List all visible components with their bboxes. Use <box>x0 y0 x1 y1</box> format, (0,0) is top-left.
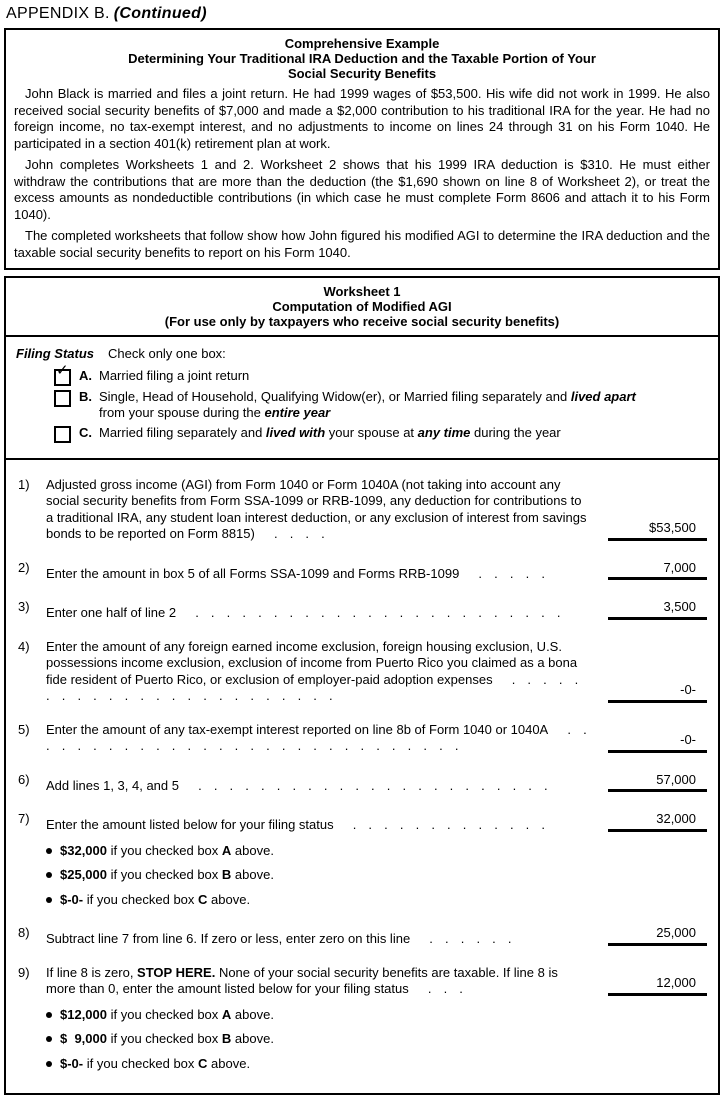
example-paragraph-3: The completed worksheets that follow show how John figured his modified AGI to determine the IRA deduction and the taxable social security benefits to report on his Form 1040. <box>14 228 710 260</box>
line-9-bullets <box>44 1007 713 1073</box>
worksheet1-box <box>4 276 720 1095</box>
checkbox-a[interactable] <box>54 361 71 386</box>
line-3-text: Enter one half of line 2 . . . . . . . . . . . . . . . . . . . . . . . . <box>46 605 561 620</box>
dot-leader: . . . . . . . . . . . . . . . . . . . . . . . . <box>46 671 579 703</box>
worksheet-line-4 <box>18 639 713 705</box>
line-4-number: 4) <box>18 638 30 654</box>
bullet-icon <box>46 897 52 903</box>
bullet-text: $-0- if you checked box C above. <box>60 1055 251 1071</box>
checkbox-b[interactable] <box>54 390 71 407</box>
line-5-number: 5) <box>18 721 30 737</box>
appendix-title <box>6 3 720 24</box>
bullet-item <box>44 1031 713 1048</box>
bullet-item <box>44 1007 713 1024</box>
line-2-text: Enter the amount in box 5 of all Forms SSA-1099 and Forms RRB-1099 . . . . . <box>46 565 545 581</box>
appendix-continued-label: (Continued) <box>113 5 207 22</box>
line-8-text: Subtract line 7 from line 6. If zero or less, enter zero on this line . . . . . . <box>46 931 512 946</box>
line-8-number: 8) <box>18 925 30 940</box>
example-title-line3: Social Security Benefits <box>287 66 437 81</box>
line-5-text: Enter the amount of any tax-exempt interest reported on line 8b of Form 1040 or 1040A . . . . . . . . . . . . . . . . . . . . . . . . . . . . . <box>46 721 587 753</box>
line-4-amount: -0- <box>608 682 707 703</box>
dot-leader: . . . <box>415 981 463 996</box>
line-7-amount: 32,000 <box>608 811 707 832</box>
worksheet-title-line1: Worksheet 1 <box>323 284 401 299</box>
worksheet-line-7 <box>18 811 713 908</box>
filing-status-option-c <box>54 425 710 443</box>
line-7-bullets <box>44 843 713 909</box>
line-5-amount: -0- <box>608 732 707 753</box>
appendix-label: APPENDIX B. <box>6 5 110 22</box>
worksheet-line-1 <box>18 477 713 543</box>
bullet-item <box>44 843 713 860</box>
line-9-text: If line 8 is zero, STOP HERE. None of your social security benefits are taxable. If line 8 is more than 0, enter the amount listed below for your filing status . . . <box>46 964 558 996</box>
line-2-number: 2) <box>18 559 30 575</box>
line-3-number: 3) <box>18 599 30 614</box>
line-3-amount: 3,500 <box>608 599 707 620</box>
dot-leader: . . . . . . . . . . . . . <box>340 817 546 832</box>
bullet-item <box>44 892 713 909</box>
filing-status-head <box>16 346 710 363</box>
worksheet-header <box>6 278 718 337</box>
example-paragraph-1: John Black is married and files a joint return. He had 1999 wages of $53,500. His wife did not work in 1999. He also received social security benefits of $7,000 and made a $2,000 contribution to his traditional IRA for the year. He had no foreign income, no tax-exempt interest, and no adjustments to income on lines 24 through 31 on his Form 1040. He participated in a section 401(k) retirement plan at work. <box>14 86 710 151</box>
checkmark-icon: ✓ <box>56 361 69 379</box>
line-6-number: 6) <box>18 771 30 787</box>
dot-leader: . . . . . . . . . . . . . . . . . . . . . . . . <box>183 605 561 620</box>
example-title-line2: Determining Your Traditional IRA Deduction and the Taxable Portion of Your <box>128 51 596 66</box>
option-c-letter: C. <box>79 424 92 440</box>
bullet-item <box>44 867 713 884</box>
worksheet-line-6 <box>18 772 713 795</box>
bullet-text: $ 9,000 if you checked box B above. <box>60 1031 274 1046</box>
line-8-amount: 25,000 <box>608 925 707 946</box>
line-9-number: 9) <box>18 964 30 980</box>
bullet-icon <box>46 1061 52 1067</box>
line-9-amount: 12,000 <box>608 975 707 996</box>
bullet-icon <box>46 1036 52 1042</box>
bullet-icon <box>46 848 52 854</box>
worksheet-line-3 <box>18 599 713 622</box>
dot-leader: . . . . <box>261 526 325 541</box>
worksheet-line-2 <box>18 560 713 583</box>
option-b-letter: B. <box>79 388 92 404</box>
line-6-text: Add lines 1, 3, 4, and 5 . . . . . . . . . . . . . . . . . . . . . . . <box>46 777 548 793</box>
option-a-text: Married filing a joint return <box>99 367 250 383</box>
worksheet-line-9 <box>18 965 713 1073</box>
dot-leader: . . . . . <box>466 565 545 581</box>
option-a-letter: A. <box>79 367 92 383</box>
bullet-text: $32,000 if you checked box A above. <box>60 842 274 858</box>
line-7-text: Enter the amount listed below for your filing status . . . . . . . . . . . . . <box>46 817 546 832</box>
bullet-icon <box>46 1012 52 1018</box>
filing-status-label: Filing Status <box>16 346 94 361</box>
line-1-text: Adjusted gross income (AGI) from Form 1040 or Form 1040A (not taking into account any social security benefits from Form SSA-1099 or RRB-1099, any deduction for contributions to a traditional IRA, any student loan interest deduction, or any exclusion of interest from savings bonds to be reported on Form 8815) . . . . <box>46 476 587 541</box>
bullet-text: $12,000 if you checked box A above. <box>60 1006 274 1022</box>
option-c-text: Married filing separately and lived with your spouse at any time during the year <box>99 424 561 440</box>
dot-leader: . . . . . . <box>417 931 512 946</box>
worksheet-title-line2: Computation of Modified AGI <box>272 299 452 314</box>
comprehensive-example-box <box>4 28 720 270</box>
worksheet-line-5 <box>18 722 713 755</box>
worksheet-line-8 <box>18 925 713 948</box>
filing-status-instruction: Check only one box: <box>108 346 226 361</box>
example-header <box>14 36 710 81</box>
line-2-amount: 7,000 <box>608 560 707 581</box>
dot-leader: . . . . . . . . . . . . . . . . . . . . . . . . . . . . . <box>46 721 587 753</box>
line-1-amount: $53,500 <box>608 520 707 541</box>
line-6-amount: 57,000 <box>608 772 707 793</box>
bullet-icon <box>46 872 52 878</box>
filing-status-option-a <box>54 361 710 386</box>
worksheet-title-line3: (For use only by taxpayers who receive social security benefits) <box>164 314 560 329</box>
worksheet-lines-section <box>6 460 718 1094</box>
bullet-text: $25,000 if you checked box B above. <box>60 867 274 882</box>
option-b-text: Single, Head of Household, Qualifying Widow(er), or Married filing separately and lived apart from your spouse during the entire year <box>99 388 636 420</box>
bullet-text: $-0- if you checked box C above. <box>60 891 251 907</box>
filing-status-option-b <box>54 389 710 422</box>
example-title-line1: Comprehensive Example <box>284 36 440 51</box>
example-paragraph-2: John completes Worksheets 1 and 2. Worksheet 2 shows that his 1999 IRA deduction is $310. He must either withdraw the contributions that are more than the deduction (the $1,690 shown on line 8 of Worksheet 2), or treat the excess amounts as nondeductible contributions (in which case he must complete Form 8606 and attach it to his Form 1040). <box>14 157 710 222</box>
dot-leader: . . . . . . . . . . . . . . . . . . . . . . . <box>185 777 548 793</box>
filing-status-section <box>6 337 718 460</box>
bullet-item <box>44 1056 713 1073</box>
checkbox-c[interactable] <box>54 426 71 443</box>
line-1-number: 1) <box>18 476 30 492</box>
line-7-number: 7) <box>18 811 30 826</box>
line-4-text: Enter the amount of any foreign earned income exclusion, foreign housing exclusion, U.S. possessions income exclusion, exclusion of income from Puerto Rico you claimed as a bona fide resident of Puerto Rico, or exclusion of employer-paid adoption expenses . . . . . . . . . . . . . . . . . . . . . . . . <box>46 638 579 703</box>
